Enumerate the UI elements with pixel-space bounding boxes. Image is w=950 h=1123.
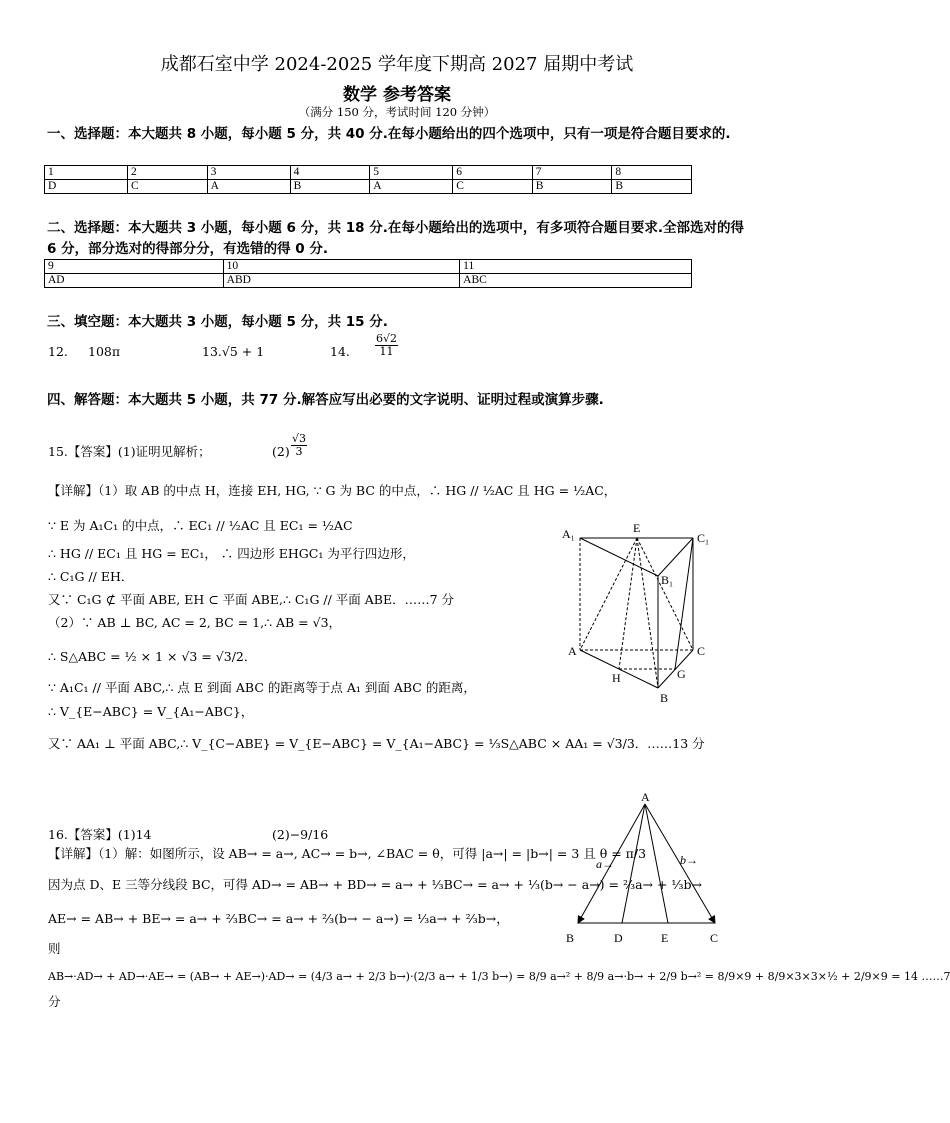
label-h: H [612, 671, 621, 685]
q15-line-8: ∵ A₁C₁ // 平面 ABC,∴ 点 E 到面 ABC 的距离等于点 A₁ 到面 ABC 的距离， [48, 680, 476, 695]
section1-number-cell-1: 2 [128, 166, 208, 180]
section1-number-cell-6: 7 [532, 166, 612, 180]
label-d: D [614, 931, 623, 945]
label-b: B [566, 931, 575, 945]
section2-heading: 二、选择题：本大题共 3 小题，每小题 6 分，共 18 分.在每小题给出的选项中，有多项符合题目要求.全部选对的得 6 分，部分选对的得部分分，有选错的得 0 分. [47, 220, 745, 257]
section1-answer-table [44, 165, 692, 194]
section1-number-cell-5: 6 [453, 166, 533, 180]
label-a1: A₁ [562, 527, 575, 541]
q15-answer2-numerator: √3 [292, 432, 307, 445]
section1-number-cell-4: 5 [370, 166, 453, 180]
q12-answer: 108π [88, 344, 121, 359]
q15-line-2: ∵ E 为 A₁C₁ 的中点，∴ EC₁ // ½AC 且 EC₁ = ½AC [48, 518, 353, 533]
q15-line-9: ∴ V_{E−ABC} = V_{A₁−ABC}， [48, 704, 254, 719]
label-c: C [697, 644, 706, 658]
label-g: G [677, 667, 686, 681]
label-c1: C₁ [697, 531, 710, 545]
q16-line-1: 【详解】（1）解：如图所示，设 AB→ = a→, AC→ = b→, ∠BAC = θ，可得 |a→| = |b→| = 3 且 θ = π/3 [48, 846, 647, 861]
label-a: A [568, 644, 577, 658]
section2-answer-table [44, 259, 692, 288]
label-e: E [633, 521, 641, 535]
label-vector-a: a→ [596, 857, 614, 871]
line-e-c [637, 538, 693, 650]
section1-answer-cell-4: A [370, 180, 453, 194]
section1-answer-cell-6: B [532, 180, 612, 194]
q16-answer2: (2)−9/16 [272, 827, 329, 842]
q15-line-4: ∴ C₁G // EH． [48, 569, 134, 584]
q16-line-3: AE→ = AB→ + BE→ = a→ + ⅔BC→ = a→ + ⅔(b→ − a→) = ⅓a→ + ⅔b→， [48, 911, 509, 926]
section1-heading: 一、选择题：本大题共 8 小题，每小题 5 分，共 40 分.在每小题给出的四个选项中，只有一项是符合题目要求的. [47, 126, 731, 142]
section1-answer-cell-1: C [128, 180, 208, 194]
section1-number-cell-0: 1 [45, 166, 128, 180]
section1-answer-cell-5: C [453, 180, 533, 194]
section2-number-cell-2: 11 [460, 260, 692, 274]
label-e: E [661, 931, 669, 945]
q15-answer2-fraction [291, 433, 307, 458]
section2-number-cell-1: 10 [223, 260, 460, 274]
q16-line-6: 分 [48, 994, 61, 1009]
section1-number-cell-7: 8 [612, 166, 692, 180]
label-c: C [710, 931, 719, 945]
q14-answer-fraction [375, 333, 398, 358]
page-title: 成都石室中学 2024-2025 学年度下期高 2027 届期中考试 [160, 54, 634, 75]
section1-answer-cell-3: B [290, 180, 370, 194]
q15-prism-figure [560, 518, 720, 708]
segment-ad [622, 804, 645, 923]
label-b: B [660, 691, 669, 705]
q14-numerator: 6√2 [376, 332, 398, 345]
q16-line-5: AB→·AD→ + AD→·AE→ = (AB→ + AE→)·AD→ = (4/3 a→ + 2/3 b→)·(2/3 a→ + 1/3 b→) = 8/9 a→² + 8/9 a→·b→ + 2/9 b→² = 8/9×9 + 8/9×3×3×½ + 2/9×9 = 14 ……7 [48, 970, 950, 983]
q15-line-5: 又∵ C₁G ⊄ 平面 ABE, EH ⊂ 平面 ABE,∴ C₁G // 平面 ABE．……7 分 [48, 592, 455, 607]
section1-number-cell-2: 3 [207, 166, 290, 180]
section1-answer-cell-0: D [45, 180, 128, 194]
page-subtitle: 数学 参考答案 [343, 85, 451, 105]
edge-b1-c1 [658, 538, 693, 576]
section2-answer-cell-0: AD [45, 274, 224, 288]
section1-answer-cell-2: A [207, 180, 290, 194]
section1-answer-cell-7: B [612, 180, 692, 194]
line-e-h [619, 538, 637, 669]
q16-answer: 16.【答案】(1)14 [48, 827, 152, 842]
q14-number: 14. [330, 344, 350, 359]
segment-ae [645, 804, 668, 923]
section2-answer-cell-1: ABD [223, 274, 460, 288]
section1-number-cell-3: 4 [290, 166, 370, 180]
section2-number-cell-0: 9 [45, 260, 224, 274]
line-e-a [580, 538, 637, 650]
q15-answer2-prefix: (2) [272, 444, 290, 459]
label-a: A [641, 790, 650, 804]
line-c1-g [675, 538, 693, 669]
q15-answer: 15.【答案】(1)证明见解析； [48, 444, 211, 459]
exam-note: （满分 150 分，考试时间 120 分钟） [298, 105, 496, 119]
section4-heading: 四、解答题：本大题共 5 小题，共 77 分.解答应写出必要的文字说明、证明过程或演算步骤. [47, 392, 604, 408]
q16-line-4: 则 [48, 941, 61, 956]
label-vector-b: b→ [680, 853, 698, 867]
q15-answer2-denominator: 3 [295, 445, 303, 458]
section3-heading: 三、填空题：本大题共 3 小题，每小题 5 分，共 15 分. [47, 314, 388, 330]
q15-line-3: ∴ HG // EC₁ 且 HG = EC₁， ∴ 四边形 EHGC₁ 为平行四边形， [48, 546, 415, 561]
q16-line-2: 因为点 D、E 三等分线段 BC，可得 AD→ = AB→ + BD→ = a→ + ⅓BC→ = a→ + ⅓(b→ − a→) = ⅔a→ + ⅓b→ [48, 877, 703, 892]
q12-number: 12. [48, 344, 68, 359]
section2-answer-cell-2: ABC [460, 274, 692, 288]
q14-denominator: 11 [379, 345, 394, 358]
q15-line-10: 又∵ AA₁ ⊥ 平面 ABC,∴ V_{C−ABE} = V_{E−ABC} = V_{A₁−ABC} = ⅓S△ABC × AA₁ = √3/3．……13 分 [48, 736, 705, 751]
q15-line-1: 【详解】（1）取 AB 的中点 H，连接 EH, HG, ∵ G 为 BC 的中点，∴ HG // ½AC 且 HG = ½AC， [48, 483, 617, 498]
q15-line-7: ∴ S△ABC = ½ × 1 × √3 = √3/2． [48, 649, 257, 664]
q15-line-6: （2）∵ AB ⊥ BC, AC = 2, BC = 1,∴ AB = √3， [48, 615, 342, 630]
q16-triangle-figure [560, 790, 740, 950]
q13-answer: 13.√5 + 1 [202, 344, 265, 359]
line-e-b [637, 538, 658, 688]
label-b1: B₁ [661, 573, 674, 587]
